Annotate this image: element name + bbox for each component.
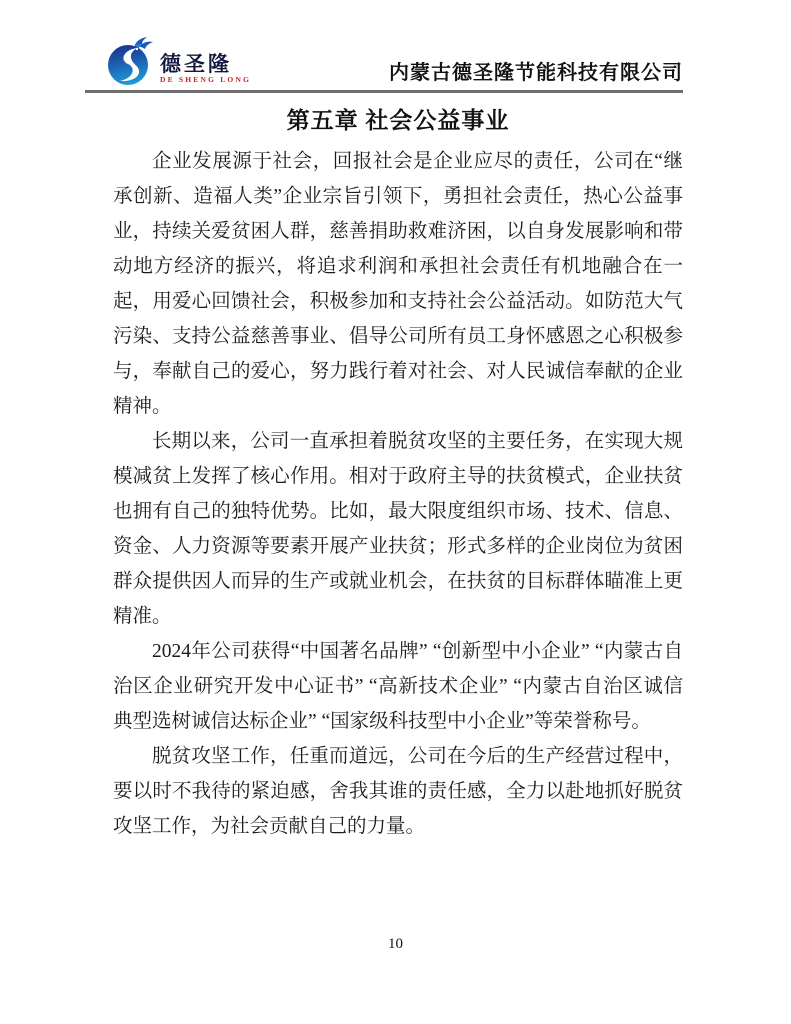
dragon-logo-icon — [107, 36, 155, 86]
company-logo — [107, 36, 251, 86]
document-content — [113, 102, 683, 844]
page-header — [85, 0, 683, 93]
chapter-title: 第五章 社会公益事业 — [286, 108, 510, 133]
page-number: 10 — [388, 936, 403, 952]
logo-chinese-name: 德圣隆 — [160, 52, 232, 76]
paragraph-1: 企业发展源于社会，回报社会是企业应尽的责任，公司在“继承创新、造福人类”企业宗旨引领下，勇担社会责任，热心公益事业，持续关爱贫困人群，慈善捐助救难济困，以自身发展影响和带动地方经济的振兴，将追求利润和承担社会责任有机地融合在一起，用爱心回馈社会，积极参加和支持社会公益活动。如防范大气污染、支持公益慈善事业、倡导公司所有员工身怀感恩之心积极参与，奉献自己的爱心，努力践行着对社会、对人民诚信奉献的企业精神。 — [113, 151, 683, 417]
header-company-name: 内蒙古德圣隆节能科技有限公司 — [389, 62, 683, 84]
logo-text — [160, 53, 251, 86]
paragraph-3: 2024年公司获得“中国著名品牌” “创新型中小企业” “内蒙古自治区企业研究开发中心证书” “高新技术企业” “内蒙古自治区诚信典型选树诚信达标企业” “国家级科技型中小企业”等荣誉称号。 — [113, 641, 683, 732]
paragraph-2: 长期以来，公司一直承担着脱贫攻坚的主要任务，在实现大规模减贫上发挥了核心作用。相对于政府主导的扶贫模式，企业扶贫也拥有自己的独特优势。比如，最大限度组织市场、技术、信息、资金、人力资源等要素开展产业扶贫；形式多样的企业岗位为贫困群众提供因人而异的生产或就业机会，在扶贫的目标群体瞄准上更精准。 — [113, 431, 683, 627]
paragraph-4: 脱贫攻坚工作，任重而道远，公司在今后的生产经营过程中，要以时不我待的紧迫感，舍我其谁的责任感，全力以赴地抓好脱贫攻坚工作，为社会贡献自己的力量。 — [113, 746, 683, 837]
logo-english-name: DE SHENG LONG — [160, 75, 252, 84]
